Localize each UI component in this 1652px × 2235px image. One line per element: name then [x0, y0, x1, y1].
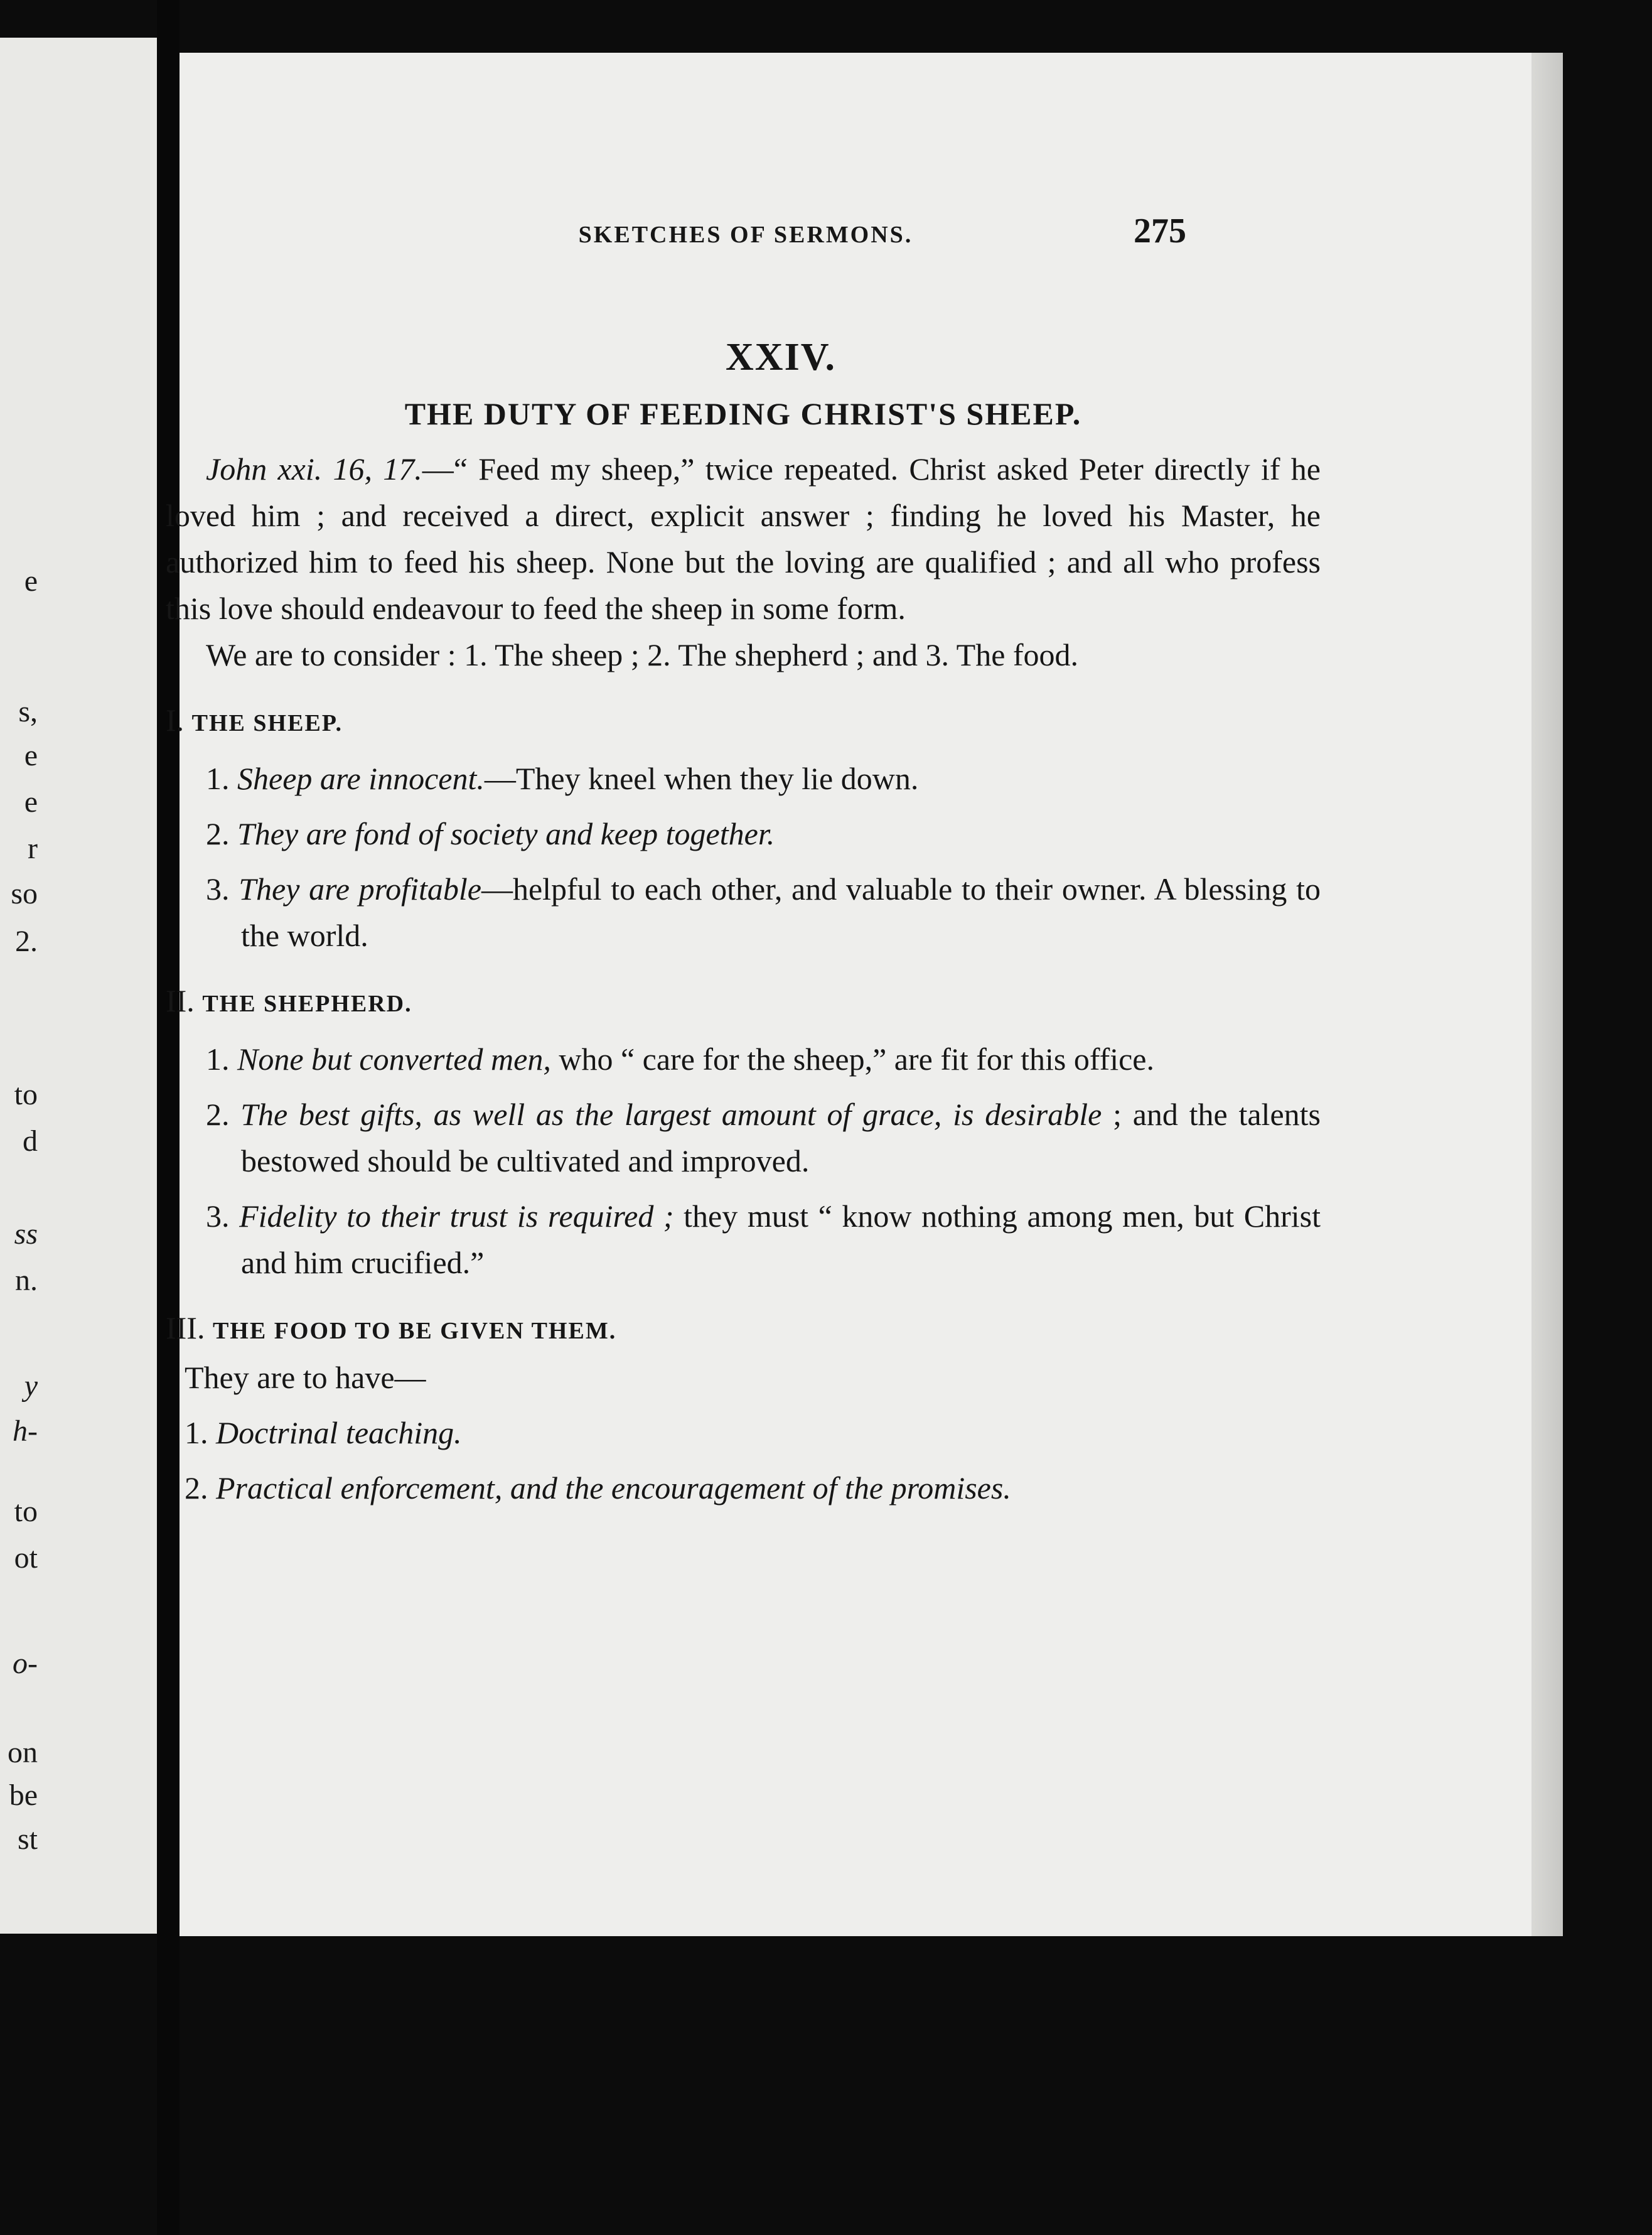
left-facing-page	[0, 38, 157, 1934]
item-emphasis: Practical enforcement, and the encouragement of the promises.	[216, 1470, 1011, 1505]
intro-text: —“ Feed my sheep,” twice repeated. Christ asked Peter directly if he loved him ; and received a direct, explicit answer ; finding he loved his Master, he authorized him to feed his sheep. None but the loving are qualified ; and all who profess this love should endeavour to feed the sheep in some form.	[166, 451, 1321, 626]
item-text: —helpful to each other, and valuable to their owner. A blessing to the world.	[241, 871, 1321, 953]
running-title: SKETCHES OF SERMONS.	[578, 222, 913, 248]
item-number: 3.	[206, 871, 230, 907]
page-number: 275	[1134, 212, 1186, 250]
left-page-fragment: e	[24, 564, 38, 598]
list-item	[206, 1036, 1321, 1082]
item-number: 2.	[206, 816, 230, 851]
chapter-title: THE DUTY OF FEEDING CHRIST'S SHEEP.	[404, 396, 1082, 431]
section-title: THE FOOD TO BE GIVEN THEM.	[212, 1318, 617, 1344]
item-text: ; and the talents bestowed should be cultivated and improved.	[241, 1097, 1321, 1178]
item-emphasis: They are fond of society and keep together.	[237, 816, 775, 851]
item-number: 3.	[206, 1198, 230, 1234]
item-text: who “ care for the sheep,” are fit for this office.	[550, 1042, 1154, 1077]
page-edge	[1531, 53, 1563, 1936]
section-numeral: II.	[166, 983, 195, 1018]
list-item	[206, 755, 1321, 802]
item-number: 1.	[206, 1042, 230, 1077]
item-text: —They kneel when they lie down.	[484, 761, 919, 796]
item-emphasis: None but converted men,	[237, 1042, 551, 1077]
item-number: 1.	[185, 1415, 208, 1450]
item-emphasis: The best gifts, as well as the largest amount of grace, is desirable	[240, 1097, 1102, 1132]
left-page-fragment: 2.	[15, 925, 38, 958]
intro-paragraph	[166, 446, 1321, 632]
left-page-fragment: o-	[13, 1647, 38, 1680]
left-page-fragment: r	[28, 832, 38, 865]
section-title: THE SHEEP.	[191, 710, 343, 736]
left-page-fragment: st	[17, 1823, 38, 1856]
left-page-fragment: to	[14, 1078, 38, 1111]
left-page-fragment: on	[8, 1736, 38, 1769]
left-page-fragment: e	[24, 739, 38, 772]
left-page-fragment: ot	[14, 1541, 38, 1575]
list-item	[206, 1091, 1321, 1184]
left-page-fragment: d	[23, 1124, 38, 1158]
left-page-fragment: so	[11, 877, 38, 910]
item-number: 2.	[185, 1470, 208, 1505]
left-page-fragment: h-	[13, 1414, 38, 1448]
section-heading	[166, 977, 1321, 1027]
item-number: 2.	[206, 1097, 230, 1132]
left-page-fragment: be	[9, 1779, 38, 1812]
item-text: they must “ know nothing among men, but Christ and him crucified.”	[241, 1198, 1321, 1280]
list-item	[185, 1409, 1321, 1456]
scripture-reference: John xxi. 16, 17.	[206, 451, 422, 487]
division-paragraph: We are to consider : 1. The sheep ; 2. The shepherd ; and 3. The food.	[206, 637, 1079, 672]
section-numeral: I.	[166, 703, 185, 738]
section-title: THE SHEPHERD.	[202, 991, 412, 1017]
item-emphasis: They are profitable	[239, 871, 481, 907]
list-item	[206, 866, 1321, 959]
left-page-fragment: y	[24, 1369, 38, 1403]
left-page-fragment: ss	[14, 1217, 38, 1251]
item-emphasis: Doctrinal teaching.	[216, 1415, 462, 1450]
section-numeral: III.	[166, 1310, 205, 1345]
list-item	[206, 1193, 1321, 1286]
chapter-numeral: XXIV.	[726, 336, 836, 379]
section-heading	[166, 1305, 1321, 1354]
left-page-fragment: to	[14, 1495, 38, 1528]
left-page-fragment: n.	[15, 1264, 38, 1297]
list-item	[185, 1465, 1321, 1511]
section-lead: They are to have—	[185, 1360, 426, 1395]
left-page-fragment: e	[24, 785, 38, 819]
page-content	[166, 334, 1321, 1511]
item-emphasis: Sheep are innocent.	[237, 761, 485, 796]
section-heading	[166, 697, 1321, 746]
item-number: 1.	[206, 761, 230, 796]
left-page-fragment: s,	[18, 695, 38, 728]
item-emphasis: Fidelity to their trust is required ;	[239, 1198, 674, 1234]
list-item	[206, 811, 1321, 857]
